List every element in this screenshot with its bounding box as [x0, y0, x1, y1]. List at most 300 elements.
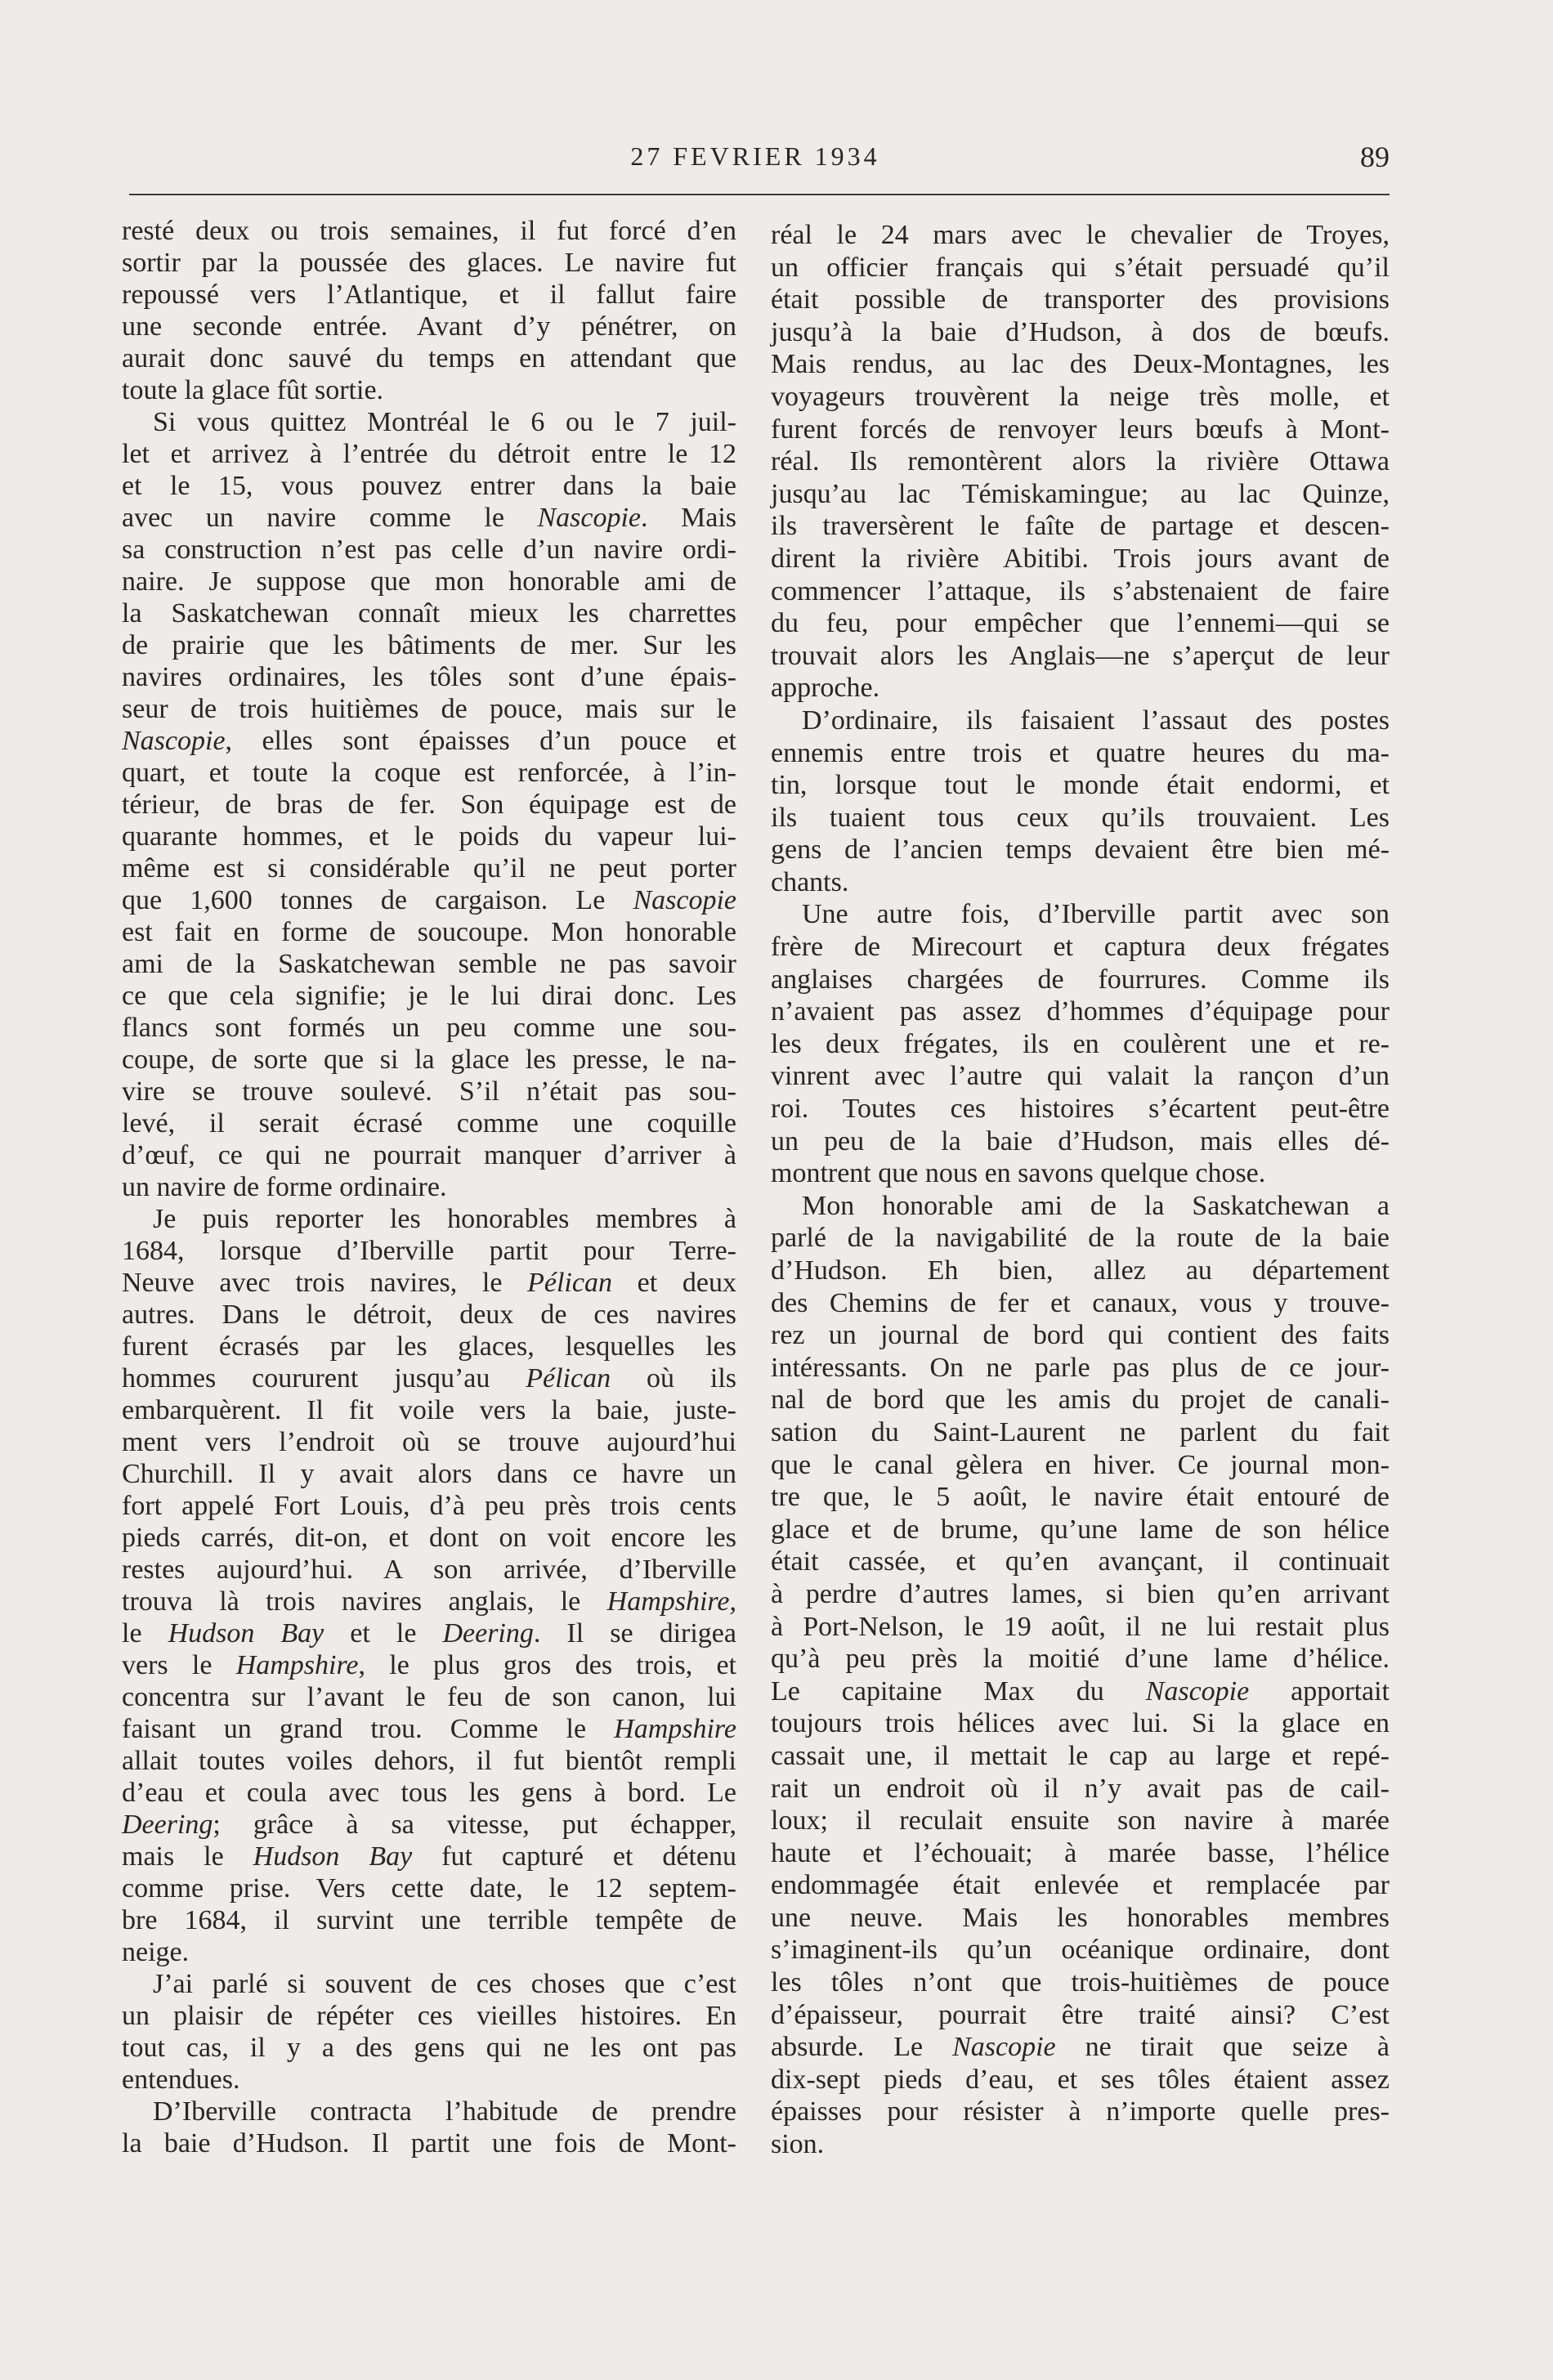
text-line: [122, 1841, 736, 1872]
text-segment: . Il se dirigea: [533, 1618, 736, 1649]
line-text: [771, 284, 1390, 315]
text-line: [771, 2064, 1390, 2096]
italic-term: Pélican: [526, 1363, 611, 1394]
text-segment: ami de la Saskatchewan semble ne pas savoir: [122, 949, 736, 979]
line-text: [122, 1045, 736, 1075]
text-segment: bre 1684, il survint une terrible tempête de: [122, 1905, 736, 1935]
text-segment: ennemis entre trois et quatre heures du ma-: [771, 737, 1390, 768]
text-segment: voyageurs trouvèrent la neige très molle, et: [771, 381, 1390, 412]
line-text: [771, 1579, 1390, 1609]
text-segment: térieur, de bras de fer. Son équipage est de: [122, 790, 736, 820]
line-text: [771, 1514, 1390, 1545]
text-segment: fort appelé Fort Louis, d’à peu près trois cents: [122, 1491, 736, 1521]
text-segment: gens de l’ancien temps devaient être bien mé-: [771, 834, 1390, 866]
line-text: [771, 803, 1390, 833]
line-text: [771, 996, 1390, 1027]
text-line: [771, 1190, 1390, 1223]
paragraph: [122, 406, 736, 1203]
text-segment: Une autre fois, d’Iberville partit avec son: [802, 899, 1390, 930]
text-line: [122, 1490, 736, 1522]
text-segment: naire. Je suppose que mon honorable ami de: [122, 566, 736, 597]
line-text: [122, 981, 736, 1011]
line-text: [122, 1523, 736, 1553]
italic-term: Hudson Bay: [253, 1841, 413, 1872]
line-text: [122, 630, 736, 660]
text-segment: commencer l’attaque, ils s’abstenaient de faire: [771, 575, 1390, 606]
line-text: [771, 2032, 1390, 2062]
text-segment: d’Hudson. Eh bien, allez au département: [771, 1255, 1390, 1286]
text-line: [771, 1934, 1390, 1966]
text-segment: sion.: [771, 2129, 825, 2160]
line-text: [771, 1870, 1390, 1900]
line-text: [771, 446, 1390, 476]
header-date: 27 FEVRIER 1934: [630, 141, 880, 171]
line-text: [771, 1805, 1390, 1836]
line-text: [771, 673, 879, 703]
text-line: [122, 597, 736, 629]
text-line: [122, 852, 736, 884]
text-segment: loux; il reculait ensuite son navire à marée: [771, 1805, 1390, 1836]
text-segment: les tôles n’ont que trois-huitièmes de pouce: [771, 1967, 1390, 1998]
text-line: [122, 725, 736, 757]
line-text: [122, 1108, 736, 1139]
line-text: [771, 382, 1390, 412]
text-line: [122, 470, 736, 502]
text-line: [771, 1384, 1390, 1416]
text-segment: comme prise. Vers cette date, le 12 septem-: [122, 1873, 736, 1904]
text-segment: endommagée était enlevée et remplacée par: [771, 1870, 1390, 1901]
line-text: [771, 2065, 1390, 2095]
text-segment: est fait en forme de soucoupe. Mon honorable: [122, 917, 736, 947]
text-line: [771, 705, 1390, 737]
paragraph: [122, 1968, 736, 2096]
text-line: [122, 693, 736, 725]
line-text: [771, 1450, 1390, 1480]
text-segment: et le 15, vous pouvez entrer dans la baie: [122, 471, 736, 501]
text-segment: quart, et toute la coque est renforcée, à l’in-: [122, 758, 736, 788]
line-text: [122, 2001, 736, 2031]
text-line: [771, 1449, 1390, 1482]
text-segment: trouvait alors les Anglais—ne s’aperçut de leur: [771, 640, 1390, 671]
text-segment: Churchill. Il y avait alors dans ce havre un: [122, 1459, 736, 1489]
line-text: [122, 1650, 736, 1680]
text-segment: d’œuf, ce qui ne pourrait manquer d’arriver à: [122, 1140, 736, 1170]
text-line: [122, 502, 736, 534]
text-segment: tout cas, il y a des gens qui ne les ont pas: [122, 2033, 736, 2063]
text-segment: levé, il serait écrasé comme une coquille: [122, 1108, 736, 1139]
text-segment: le: [122, 1618, 168, 1649]
line-text: [122, 917, 736, 947]
text-segment: des Chemins de fer et canaux, vous y trouve-: [771, 1287, 1390, 1318]
line-text: [122, 1873, 736, 1904]
line-text: [122, 853, 736, 884]
text-line: [771, 2096, 1390, 2128]
text-line: [122, 2096, 736, 2127]
text-line: [771, 2031, 1390, 2064]
text-segment: autres. Dans le détroit, deux de ces navires: [122, 1300, 736, 1330]
text-line: [122, 1745, 736, 1777]
line-text: [122, 1905, 736, 1935]
text-segment: d’eau et coula avec tous les gens à bord. Le: [122, 1778, 736, 1808]
text-line: [122, 1649, 736, 1681]
text-segment: que le canal gèlera en hiver. Ce journal mon-: [771, 1449, 1390, 1480]
text-segment: que 1,600 tonnes de cargaison. Le: [122, 885, 633, 915]
line-text: [122, 439, 736, 469]
italic-term: Deering: [442, 1618, 534, 1649]
text-line: [771, 219, 1390, 252]
line-text: [771, 641, 1390, 671]
text-segment: vire se trouve soulevé. S’il n’était pas sou-: [122, 1076, 736, 1107]
text-segment: pieds carrés, dit-on, et dont on voit encore les: [122, 1523, 736, 1553]
italic-term: Pélican: [527, 1268, 612, 1298]
line-text: [122, 885, 736, 915]
text-segment: chants.: [771, 866, 849, 897]
text-line: [122, 1904, 736, 1936]
text-segment: fut capturé et détenu: [412, 1841, 736, 1872]
text-line: [771, 1611, 1390, 1644]
text-segment: à Port-Nelson, le 19 août, il ne lui restait plus: [771, 1611, 1390, 1642]
text-segment: du feu, pour empêcher que l’ennemi—qui se: [771, 608, 1390, 639]
text-segment: embarquèrent. Il fit voile vers la baie, juste-: [122, 1395, 736, 1425]
text-line: [122, 342, 736, 374]
text-line: [122, 1394, 736, 1426]
line-text: [771, 1967, 1390, 1998]
line-text: [122, 566, 736, 597]
text-line: [771, 284, 1390, 316]
line-text: [771, 414, 1390, 445]
line-text: [771, 1223, 1390, 1253]
line-text: [771, 576, 1390, 606]
text-line: [771, 1966, 1390, 1999]
line-text: [771, 1644, 1390, 1674]
text-segment: flancs sont formés un peu comme une sou-: [122, 1013, 736, 1043]
line-text: [771, 317, 1390, 347]
line-text: [771, 1320, 1390, 1350]
text-line: [771, 802, 1390, 834]
text-segment: , elles sont épaisses d’un pouce et: [225, 726, 736, 756]
text-line: [122, 534, 736, 566]
line-text: [122, 2128, 736, 2159]
text-line: [771, 607, 1390, 640]
line-text: [122, 694, 736, 724]
italic-term: Nascopie: [952, 2032, 1056, 2063]
text-segment: jusqu’au lac Témiskamingue; au lac Quinze,: [771, 478, 1390, 509]
text-line: [122, 1713, 736, 1745]
text-segment: restes aujourd’hui. A son arrivée, d’Iberville: [122, 1555, 736, 1585]
text-line: [122, 247, 736, 279]
line-text: [771, 1353, 1390, 1383]
line-text: [771, 1482, 1390, 1512]
text-line: [122, 789, 736, 821]
text-line: [771, 1060, 1390, 1093]
text-segment: un navire de forme ordinaire.: [122, 1172, 447, 1202]
text-segment: D’Iberville contracta l’habitude de prendre: [153, 2096, 736, 2127]
text-line: [122, 1458, 736, 1490]
line-text: [771, 608, 1390, 638]
text-segment: frère de Mirecourt et captura deux frégates: [771, 932, 1390, 963]
text-line: [122, 1076, 736, 1107]
text-segment: où ils: [611, 1363, 736, 1394]
text-line: [122, 2000, 736, 2032]
text-line: [122, 1362, 736, 1394]
text-segment: Mon honorable ami de la Saskatchewan a: [802, 1190, 1390, 1221]
line-text: [802, 1191, 1390, 1221]
line-text: [122, 1555, 736, 1585]
text-line: [122, 406, 736, 438]
text-line: [122, 374, 736, 406]
text-segment: approche.: [771, 673, 880, 704]
line-text: [153, 2096, 736, 2127]
line-text: [771, 1708, 1390, 1738]
text-line: [771, 931, 1390, 964]
text-segment: sation du Saint-Laurent ne parlent du fait: [771, 1416, 1390, 1447]
text-line: [771, 898, 1390, 931]
text-line: [771, 1773, 1390, 1805]
text-line: [122, 311, 736, 342]
line-text: [802, 705, 1390, 736]
text-segment: qu’à peu près la moitié d’une lame d’hélice.: [771, 1644, 1390, 1675]
text-segment: Neuve avec trois navires, le: [122, 1268, 528, 1298]
text-segment: J’ai parlé si souvent de ces choses que c’est: [153, 1969, 736, 1999]
line-text: [771, 1774, 1390, 1804]
right-column: [771, 219, 1390, 2161]
line-text: [122, 1363, 736, 1394]
line-text: [771, 1029, 1390, 1059]
text-segment: resté deux ou trois semaines, il fut forcé d’en: [122, 216, 736, 246]
paragraph: [122, 2096, 736, 2159]
text-segment: trouva là trois navires anglais, le: [122, 1586, 607, 1617]
text-line: [122, 1554, 736, 1586]
text-line: [771, 995, 1390, 1028]
line-text: [122, 1268, 736, 1298]
line-text: [122, 311, 736, 342]
text-line: [771, 866, 1390, 899]
italic-term: Deering: [122, 1810, 213, 1840]
text-segment: n’avaient pas assez d’hommes d’équipage pour: [771, 996, 1390, 1027]
text-segment: les deux frégates, ils en coulèrent une et re-: [771, 1028, 1390, 1059]
text-segment: avec un navire comme le: [122, 503, 538, 533]
line-text: [122, 1714, 736, 1744]
line-text: [771, 1417, 1390, 1447]
line-text: [771, 220, 1390, 250]
text-line: [771, 1643, 1390, 1675]
line-text: [771, 544, 1390, 574]
text-line: [771, 1675, 1390, 1708]
text-segment: un plaisir de répéter ces vieilles histoires. En: [122, 2001, 736, 2031]
text-segment: et le: [324, 1618, 443, 1649]
line-text: [122, 1427, 736, 1457]
text-segment: roi. Toutes ces histoires s’écartent peut-être: [771, 1094, 1390, 1125]
line-text: [122, 2033, 736, 2063]
text-line: [771, 1805, 1390, 1837]
line-text: [122, 1491, 736, 1521]
italic-term: Hampshire: [235, 1650, 359, 1680]
text-line: [771, 672, 1390, 705]
text-segment: neige.: [122, 1937, 190, 1967]
italic-term: Hampshire,: [606, 1586, 736, 1617]
line-text: [771, 1612, 1390, 1642]
text-segment: entendues.: [122, 2065, 240, 2095]
text-line: [122, 821, 736, 852]
line-text: [771, 770, 1390, 800]
text-line: [771, 1319, 1390, 1352]
line-text: [153, 1204, 736, 1234]
text-line: [771, 575, 1390, 608]
italic-term: Nascopie: [537, 503, 641, 533]
line-text: [122, 375, 383, 405]
text-segment: rait un endroit où il n’y avait pas de cail-: [771, 1773, 1390, 1804]
text-segment: cassait une, il mettait le cap au large et repé-: [771, 1740, 1390, 1771]
line-text: [122, 949, 736, 979]
left-column: [122, 215, 736, 2159]
text-segment: coupe, de sorte que si la glace les presse, le na-: [122, 1045, 736, 1075]
text-segment: s’imaginent-ils qu’un océanique ordinaire, dont: [771, 1935, 1390, 1966]
text-segment: sortir par la poussée des glaces. Le navire fut: [122, 248, 736, 278]
text-segment: un officier français qui s’était persuadé qu’il: [771, 252, 1390, 283]
text-segment: ment vers l’endroit où se trouve aujourd’hui: [122, 1427, 736, 1457]
text-line: [771, 1481, 1390, 1514]
text-segment: Le capitaine Max du: [771, 1675, 1146, 1707]
line-text: [771, 834, 1390, 865]
italic-term: Nascopie: [633, 885, 736, 915]
text-segment: mais le: [122, 1841, 253, 1872]
text-line: [771, 834, 1390, 866]
text-line: [771, 348, 1390, 381]
text-segment: ce que cela signifie; je le lui dirai donc. Les: [122, 981, 736, 1011]
text-segment: une seconde entrée. Avant d’y pénétrer, on: [122, 311, 736, 342]
line-text: [771, 1158, 1265, 1188]
text-segment: Je puis reporter les honorables membres à: [153, 1204, 736, 1234]
line-text: [802, 899, 1390, 929]
text-line: [122, 1617, 736, 1649]
text-segment: D’ordinaire, ils faisaient l’assaut des postes: [802, 705, 1390, 736]
text-segment: absurde. Le: [771, 2032, 953, 2063]
line-text: [771, 1094, 1390, 1124]
text-segment: aurait donc sauvé du temps en attendant que: [122, 343, 736, 374]
text-line: [122, 1872, 736, 1904]
text-line: [122, 215, 736, 247]
text-segment: seur de trois huitièmes de pouce, mais sur le: [122, 694, 736, 724]
line-text: [771, 1288, 1390, 1318]
line-text: [771, 1903, 1390, 1933]
text-line: [122, 1586, 736, 1617]
text-line: [122, 2032, 736, 2064]
line-text: [122, 535, 736, 565]
paragraph: [771, 898, 1390, 1189]
text-line: [122, 566, 736, 597]
text-line: [122, 1777, 736, 1809]
text-segment: rez un journal de bord qui contient des faits: [771, 1320, 1390, 1351]
text-segment: dix-sept pieds d’eau, et ses tôles étaient assez: [771, 2064, 1390, 2095]
text-line: [771, 1125, 1390, 1158]
text-line: [122, 2064, 736, 2096]
text-segment: était cassée, et qu’en avançant, il continuait: [771, 1546, 1390, 1577]
line-text: [122, 1682, 736, 1712]
line-text: [771, 1385, 1390, 1415]
line-text: [771, 964, 1390, 995]
text-line: [771, 737, 1390, 770]
text-line: [122, 1968, 736, 2000]
text-segment: Mais rendus, au lac des Deux-Montagnes, les: [771, 349, 1390, 380]
line-text: [122, 1459, 736, 1489]
line-text: [153, 1969, 736, 1999]
text-line: [771, 1028, 1390, 1061]
text-line: [771, 1740, 1390, 1773]
text-line: [771, 640, 1390, 673]
text-line: [122, 629, 736, 661]
text-line: [771, 1707, 1390, 1740]
text-line: [122, 980, 736, 1012]
text-segment: de prairie que les bâtiments de mer. Sur les: [122, 630, 736, 660]
text-segment: toujours trois hélices avec lui. Si la glace en: [771, 1708, 1390, 1739]
header-rule: [129, 194, 1390, 195]
line-text: [122, 1810, 736, 1840]
text-line: [122, 279, 736, 311]
text-segment: , le plus gros des trois, et: [358, 1650, 736, 1680]
text-segment: furent écrasés par les glaces, lesquelles les: [122, 1331, 736, 1362]
italic-term: Hampshire: [614, 1714, 736, 1744]
line-text: [771, 349, 1390, 379]
text-line: [122, 1809, 736, 1841]
text-line: [771, 252, 1390, 284]
paragraph: [122, 1203, 736, 1968]
text-segment: vinrent avec l’autre qui valait la rançon d’un: [771, 1061, 1390, 1092]
text-segment: et deux: [611, 1268, 736, 1298]
text-line: [771, 543, 1390, 575]
text-segment: nal de bord que les amis du projet de canali-: [771, 1385, 1390, 1416]
text-segment: concentra sur l’avant le feu de son canon, lui: [122, 1682, 736, 1712]
line-text: [122, 1395, 736, 1425]
line-text: [122, 1778, 736, 1808]
paragraph: [771, 705, 1390, 899]
text-line: [771, 381, 1390, 414]
text-segment: tin, lorsque tout le monde était endormi, et: [771, 770, 1390, 801]
text-line: [771, 1514, 1390, 1546]
line-text: [122, 1013, 736, 1043]
paragraph: [122, 215, 736, 406]
line-text: [122, 1331, 736, 1362]
line-text: [122, 503, 736, 533]
text-line: [122, 661, 736, 693]
line-text: [122, 1236, 736, 1266]
italic-term: Nascopie: [122, 726, 226, 756]
line-text: [122, 790, 736, 820]
text-line: [771, 316, 1390, 349]
text-line: [122, 1426, 736, 1458]
text-line: [771, 1999, 1390, 2032]
line-text: [122, 216, 736, 246]
text-line: [122, 884, 736, 916]
text-line: [122, 1331, 736, 1362]
line-text: [122, 1076, 736, 1107]
text-segment: épaisses pour résister à n’importe quelle pres-: [771, 2096, 1390, 2127]
text-line: [771, 1255, 1390, 1287]
text-line: [771, 478, 1390, 511]
text-line: [771, 414, 1390, 446]
text-line: [122, 1235, 736, 1267]
line-text: [122, 1841, 736, 1872]
line-text: [771, 2129, 824, 2159]
text-segment: let et arrivez à l’entrée du détroit entre le 12: [122, 439, 736, 469]
text-line: [122, 1681, 736, 1713]
line-text: [122, 1586, 736, 1617]
text-line: [771, 510, 1390, 543]
text-line: [771, 964, 1390, 996]
text-line: [122, 1203, 736, 1235]
line-text: [122, 1618, 736, 1649]
text-line: [122, 1299, 736, 1331]
text-line: [771, 1578, 1390, 1611]
